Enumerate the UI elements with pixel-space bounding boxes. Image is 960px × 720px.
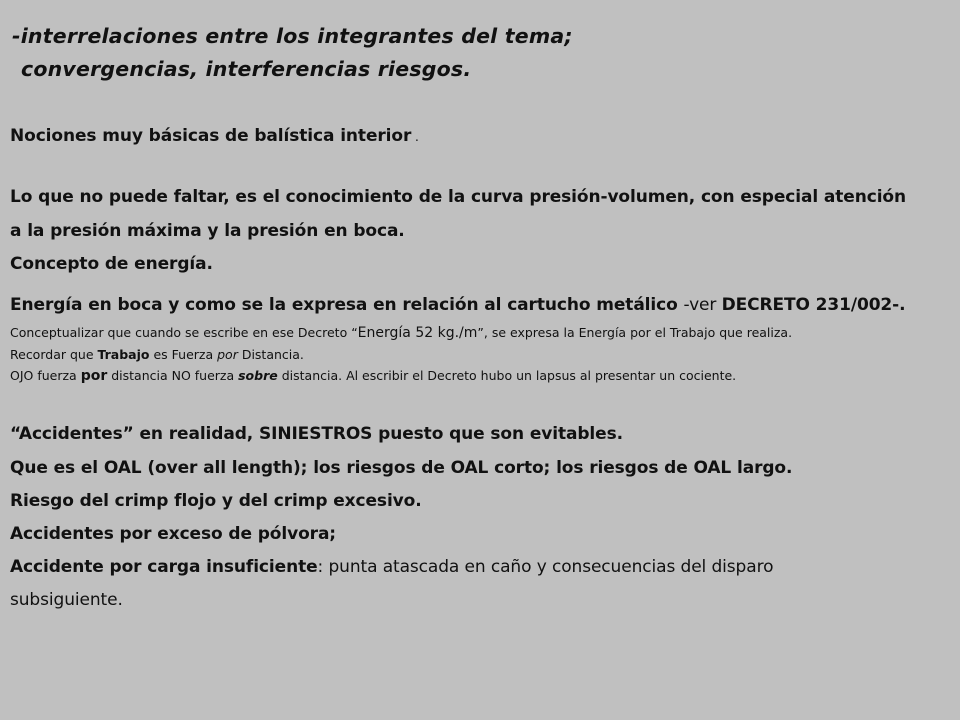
note-3b: por [80, 368, 108, 384]
note-1a: Conceptualizar que cuando se escribe en ese Decreto “ [10, 325, 358, 340]
nociones-trailing: . [411, 130, 419, 144]
carga-line [10, 557, 773, 577]
note-3d: sobre [238, 368, 278, 383]
note-2b: Trabajo [97, 347, 150, 362]
note-3a: OJO fuerza [10, 368, 81, 383]
curva-line-1: Lo que no puede faltar, es el conocimiento de la curva presión-volumen, con especial atención [10, 187, 907, 207]
heading-line-1: -interrelaciones entre los integrantes del tema; [12, 24, 573, 48]
note-1c: ”, se expresa la Energía por el Trabajo que realiza. [477, 325, 793, 340]
note-3e: distancia. Al escribir el Decreto hubo un lapsus al presentar un cociente. [277, 368, 737, 383]
carga-bold: Accidente por carga insuficiente [10, 557, 318, 577]
note-2d: por [217, 347, 238, 362]
carga-rest: : punta atascada en caño y consecuencias del disparo [317, 557, 774, 577]
note-1b: Energía 52 kg./m [357, 325, 478, 341]
energia-main: Energía en boca y como se la expresa en relación al cartucho metálico [10, 295, 684, 315]
crimp-line: Riesgo del crimp flojo y del crimp excesivo. [10, 491, 422, 511]
energia-ver: -ver [683, 295, 722, 315]
note-line-2 [10, 347, 304, 362]
note-2c: es Fuerza [149, 347, 218, 362]
carga-cont-line: subsiguiente. [10, 590, 123, 610]
note-2e: Distancia. [237, 347, 304, 362]
oal-line: Que es el OAL (over all length); los riesgos de OAL corto; los riesgos de OAL largo. [10, 458, 793, 478]
note-line-1 [10, 325, 792, 341]
polvora-line: Accidentes por exceso de pólvora; [10, 524, 337, 544]
energia-decreto: DECRETO 231/002-. [721, 295, 906, 315]
concepto-line: Concepto de energía. [10, 254, 213, 274]
nociones-text: Nociones muy básicas de balística interior [10, 126, 412, 146]
note-3c: distancia NO fuerza [107, 368, 239, 383]
accidentes-line: “Accidentes” en realidad, SINIESTROS puesto que son evitables. [10, 424, 623, 444]
nociones-line [10, 126, 419, 146]
note-2a: Recordar que [10, 347, 98, 362]
energia-line [10, 295, 905, 315]
curva-line-2: a la presión máxima y la presión en boca. [10, 221, 405, 241]
note-line-3 [10, 368, 736, 384]
heading-line-2: convergencias, interferencias riesgos. [21, 57, 472, 81]
